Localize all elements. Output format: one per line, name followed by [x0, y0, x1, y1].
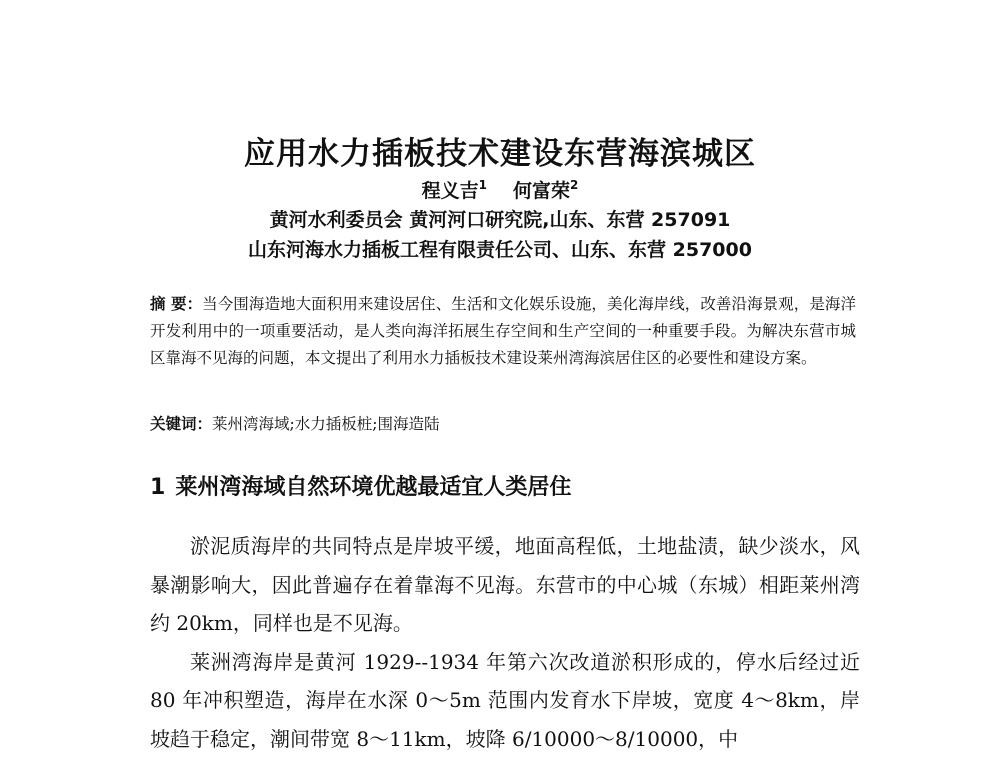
- body-paragraph: 莱洲湾海岸是黄河 1929--1934 年第六次改道淤积形成的，停水后经过近 80 年冲积塑造，海岸在水深 0～5m 范围内发育水下岸坡，宽度 4～8km，岸坡趋于稳定，潮间带宽 8～11km，坡降 6/10000～8/10000，中: [150, 649, 860, 751]
- section-heading: [150, 470, 571, 501]
- affiliation-1: 黄河水利委员会 黄河河口研究院,山东、东营 257091: [269, 209, 731, 231]
- author-name: 程义吉: [421, 180, 479, 202]
- body-paragraph: 淤泥质海岸的共同特点是岸坡平缓，地面高程低，土地盐渍，缺少淡水，风暴潮影响大，因此普遍存在着靠海不见海。东营市的中心城（东城）相距莱州湾约 20km，同样也是不见海。: [150, 534, 860, 635]
- author-affiliation-mark: 2: [570, 178, 579, 192]
- author-line: [0, 176, 1000, 203]
- keywords-text: 莱州湾海域;水力插板桩;围海造陆: [212, 415, 440, 433]
- keywords-label: 关键词：: [150, 415, 213, 433]
- section-number: 1: [150, 475, 166, 500]
- abstract-text: 当今围海造地大面积用来建设居住、生活和文化娱乐设施，美化海岸线，改善沿海景观，是海洋开发利用中的一项重要活动，是人类向海洋拓展生存空间和生产空间的一种重要手段。为解决东营市城区靠海不见海的问题，本文提出了利用水力插板技术建设莱州湾海滨居住区的必要性和建设方案。: [150, 295, 856, 367]
- author-affiliation-mark: 1: [478, 178, 487, 192]
- keywords: [150, 412, 856, 436]
- section-title: 莱州湾海域自然环境优越最适宜人类居住: [175, 475, 572, 500]
- affiliation-2: 山东河海水力插板工程有限责任公司、山东、东营 257000: [248, 239, 752, 261]
- abstract: [150, 291, 856, 372]
- author-name: 何富荣: [513, 180, 571, 202]
- abstract-label: 摘 要：: [150, 295, 203, 313]
- body-text: [150, 527, 860, 758]
- paper-title: 应用水力插板技术建设东营海滨城区: [244, 136, 756, 172]
